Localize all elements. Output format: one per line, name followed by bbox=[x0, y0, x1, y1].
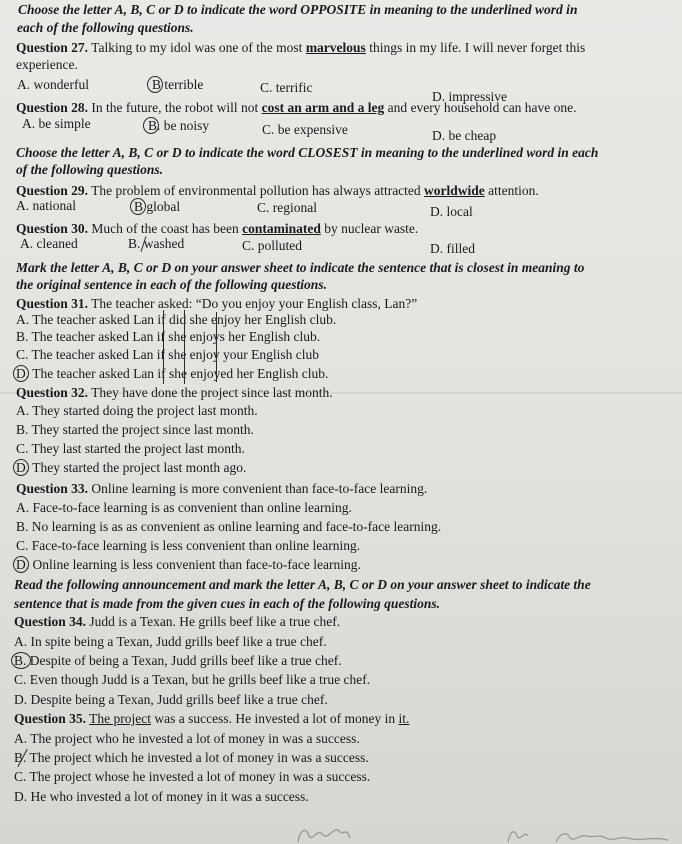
instruction-closest-line1: Choose the letter A, B, C or D to indicate the word CLOSEST in meaning to the underlined word in each bbox=[16, 145, 599, 160]
question-29-option-a[interactable]: A. national bbox=[16, 198, 76, 213]
answer-circle-mark bbox=[11, 652, 31, 669]
instruction-combine-line1: Read the following announcement and mark the letter A, B, C or D on your answer sheet to indicate the bbox=[14, 577, 591, 592]
question-28-option-d[interactable]: D. be cheap bbox=[432, 128, 497, 143]
instruction-closest-line2: of the following questions. bbox=[16, 162, 164, 177]
answer-circle-mark bbox=[13, 365, 29, 382]
instruction-sentence-line1: Mark the letter A, B, C or D on your answer sheet to indicate the sentence that is closest in meaning to bbox=[16, 260, 585, 275]
question-28-option-a[interactable]: A. be simple bbox=[22, 116, 91, 131]
question-32-option-a[interactable]: A. They started doing the project last month. bbox=[16, 403, 258, 418]
question-35-option-d[interactable]: D. He who invested a lot of money in it was a success. bbox=[14, 789, 309, 804]
answer-circle-mark bbox=[13, 556, 29, 573]
question-33-option-a[interactable]: A. Face-to-face learning is as convenient than online learning. bbox=[16, 500, 352, 515]
question-33-option-b[interactable]: B. No learning is as as convenient as online learning and face-to-face learning. bbox=[16, 519, 442, 534]
question-35-underlined-object: it. bbox=[398, 711, 410, 726]
paper-fold-line bbox=[0, 392, 682, 394]
question-29-option-c[interactable]: C. regional bbox=[257, 200, 317, 215]
question-32-label: Question 32. bbox=[16, 385, 89, 400]
question-35-label: Question 35. bbox=[14, 711, 87, 726]
question-32-stem: Question 32. They have done the project since last month. bbox=[16, 385, 333, 400]
question-28-stem: Question 28. In the future, the robot will not cost an arm and a leg and every household can have one. bbox=[16, 100, 577, 115]
question-31-option-b[interactable]: B. The teacher asked Lan if she enjoys her English club. bbox=[16, 329, 321, 344]
question-27-option-d[interactable]: D. impressive bbox=[432, 89, 507, 104]
question-29-underlined: worldwide bbox=[424, 183, 485, 198]
question-34-option-b[interactable]: B. Despite of being a Texan, Judd grills beef like a true chef. bbox=[14, 653, 342, 668]
question-31-label: Question 31. bbox=[16, 296, 89, 311]
question-29-label: Question 29. bbox=[16, 183, 89, 198]
question-33-label: Question 33. bbox=[16, 481, 89, 496]
question-30-option-c[interactable]: C. polluted bbox=[242, 238, 302, 253]
instruction-sentence-line2: the original sentence in each of the following questions. bbox=[16, 277, 327, 292]
question-30-underlined: contaminated bbox=[242, 221, 321, 236]
question-33-option-d[interactable]: D. Online learning is less convenient than face-to-face learning. bbox=[16, 557, 361, 572]
question-35-option-c[interactable]: C. The project whose he invested a lot of money in was a success. bbox=[14, 769, 371, 784]
question-31-option-c[interactable]: C. The teacher asked Lan if she enjoy your English club bbox=[16, 347, 320, 362]
question-30-stem: Question 30. Much of the coast has been contaminated by nuclear waste. bbox=[16, 221, 419, 236]
question-31-stem: Question 31. The teacher asked: “Do you enjoy your English class, Lan?” bbox=[16, 296, 418, 311]
question-30-label: Question 30. bbox=[16, 221, 89, 236]
question-34-option-d[interactable]: D. Despite being a Texan, Judd grills beef like a true chef. bbox=[14, 692, 328, 707]
question-28-option-b[interactable]: B. be noisy bbox=[148, 118, 210, 133]
question-32-option-b[interactable]: B. They started the project since last month. bbox=[16, 422, 254, 437]
question-28-label: Question 28. bbox=[16, 100, 89, 115]
question-34-option-a[interactable]: A. In spite being a Texan, Judd grills beef like a true chef. bbox=[14, 634, 327, 649]
question-30-option-b[interactable]: B. washed bbox=[128, 236, 185, 251]
question-30-option-d[interactable]: D. filled bbox=[430, 241, 475, 256]
question-28-underlined: cost an arm and a leg bbox=[261, 100, 385, 115]
question-35-option-a[interactable]: A. The project who he invested a lot of money in was a success. bbox=[14, 731, 360, 746]
question-27-stem-cont: experience. bbox=[16, 57, 78, 72]
question-34-stem: Question 34. Judd is a Texan. He grills beef like a true chef. bbox=[14, 614, 341, 629]
pen-bracket-mark bbox=[184, 310, 185, 384]
question-27-underlined: marvelous bbox=[305, 40, 366, 55]
question-29-option-b[interactable]: B global bbox=[134, 199, 181, 214]
pen-bracket-mark bbox=[216, 312, 217, 382]
instruction-opposite-line2: each of the following questions. bbox=[17, 20, 194, 35]
handwriting-bleed-graphic bbox=[0, 812, 682, 844]
question-31-option-d[interactable]: D. The teacher asked Lan if she enjoyed her English club. bbox=[16, 366, 329, 381]
question-30-option-a[interactable]: A. cleaned bbox=[20, 236, 78, 251]
question-35-underlined-subject: The project bbox=[89, 711, 152, 726]
answer-circle-mark bbox=[130, 198, 146, 215]
instruction-combine-line2: sentence that is made from the given cues in each of the following questions. bbox=[14, 596, 441, 611]
question-35-stem: Question 35. The project was a success. He invested a lot of money in it. bbox=[14, 711, 410, 726]
question-27-stem: Question 27. Talking to my idol was one of the most marvelous things in my life. I will never forget this bbox=[16, 40, 586, 55]
question-33-option-c[interactable]: C. Face-to-face learning is less convenient than online learning. bbox=[16, 538, 361, 553]
instruction-opposite-line1: Choose the letter A, B, C or D to indicate the word OPPOSITE in meaning to the underlined word in bbox=[18, 2, 578, 17]
question-34-option-c[interactable]: C. Even though Judd is a Texan, but he grills beef like a true chef. bbox=[14, 672, 371, 687]
pen-bracket-mark bbox=[163, 310, 164, 384]
question-29-option-d[interactable]: D. local bbox=[430, 204, 473, 219]
question-27-option-b[interactable]: B terrible bbox=[152, 77, 204, 92]
question-27-option-a[interactable]: A. wonderful bbox=[17, 77, 89, 92]
question-32-option-c[interactable]: C. They last started the project last month. bbox=[16, 441, 245, 456]
question-27-option-c[interactable]: C. terrific bbox=[260, 80, 313, 95]
question-28-option-c[interactable]: C. be expensive bbox=[262, 122, 348, 137]
answer-circle-mark bbox=[147, 76, 163, 93]
question-34-label: Question 34. bbox=[14, 614, 87, 629]
answer-circle-mark bbox=[143, 117, 159, 134]
question-31-option-a[interactable]: A. The teacher asked Lan if did she enjoy her English club. bbox=[16, 312, 337, 327]
question-29-stem: Question 29. The problem of environmental pollution has always attracted worldwide attention. bbox=[16, 183, 539, 198]
question-33-stem: Question 33. Online learning is more convenient than face-to-face learning. bbox=[16, 481, 428, 496]
question-35-option-b[interactable]: B. The project which he invested a lot of money in was a success. bbox=[14, 750, 369, 765]
question-32-option-d[interactable]: D. They started the project last month ago. bbox=[16, 460, 247, 475]
question-27-label: Question 27. bbox=[16, 40, 89, 55]
answer-circle-mark bbox=[13, 459, 29, 476]
